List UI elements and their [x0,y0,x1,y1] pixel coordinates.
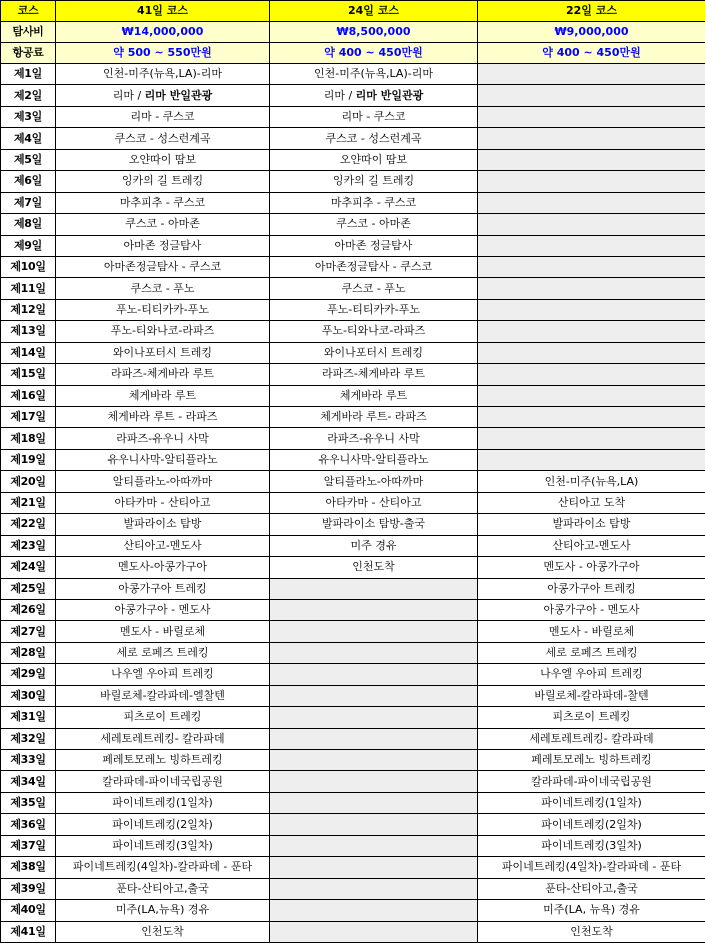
day-row [1,621,705,642]
day-41-cell: 파이네트레킹(1일차) [56,792,270,813]
day-24-cell: 리마 - 쿠스코 [270,106,478,127]
day-label: 제27일 [1,621,56,642]
day-24-cell [270,578,478,599]
day-24-cell: 쿠스코 - 성스런계곡 [270,128,478,149]
day-label: 제11일 [1,278,56,299]
course-label: 코스 [1,1,56,22]
day-label: 제38일 [1,857,56,878]
day-22-cell: 푼타-산티아고,출국 [478,878,705,899]
day-22-cell [478,299,705,320]
day-row [1,771,705,792]
day-row [1,149,705,170]
day-label: 제3일 [1,106,56,127]
day-22-cell: 페레토모레노 빙하트레킹 [478,750,705,771]
day-22-cell: 아콩가구아 - 멘도사 [478,599,705,620]
day-label: 제25일 [1,578,56,599]
day-24-cell [270,599,478,620]
day-row [1,128,705,149]
day-label: 제40일 [1,900,56,921]
day-24-cell: 라파즈-체게바라 루트 [270,364,478,385]
day-41-cell: 멘도사 - 바릴로체 [56,621,270,642]
airfare-24: 약 400 ~ 450만원 [270,43,478,64]
day-24-cell: 아마존정글탐사 - 쿠스코 [270,256,478,277]
day-41-cell: 리마 - 쿠스코 [56,106,270,127]
day-41-cell: 체게바라 루트 [56,385,270,406]
day-label: 제14일 [1,342,56,363]
day-22-cell: 바릴로체-칼라파데-찰텐 [478,685,705,706]
day-label: 제24일 [1,557,56,578]
day-41-cell: 라파즈-유우니 사막 [56,428,270,449]
day-22-cell: 세레토레트레킹- 칼라파데 [478,728,705,749]
day-label: 제9일 [1,235,56,256]
day-22-cell [478,64,705,85]
day-41-cell: 미주(LA,뉴욕) 경유 [56,900,270,921]
day-24-cell [270,750,478,771]
day-22-cell: 산티아고 도착 [478,492,705,513]
day-22-cell: 파이네트레킹(2일차) [478,814,705,835]
day-row [1,214,705,235]
day-41-cell: 바릴로체-칼라파데-엘찰텐 [56,685,270,706]
day-24-cell: 아타카마 - 산티아고 [270,492,478,513]
day-24-cell: 와이나포터시 트레킹 [270,342,478,363]
day-24-cell: 인천-미주(뉴욕,LA)-리마 [270,64,478,85]
day-row [1,814,705,835]
day-row [1,750,705,771]
day-24-cell [270,814,478,835]
day-24-cell: 유우니사막-알티플라노 [270,449,478,470]
itinerary-body [1,1,705,943]
day-label: 제37일 [1,835,56,856]
day-41-cell: 아마존정글탐사 - 쿠스코 [56,256,270,277]
day-22-cell: 미주(LA, 뉴욕) 경유 [478,900,705,921]
day-row [1,492,705,513]
day-22-cell [478,385,705,406]
day-24-cell: 라파즈-유우니 사막 [270,428,478,449]
day-row [1,407,705,428]
day-label: 제2일 [1,85,56,106]
day-row [1,235,705,256]
day-41-cell: 페레토모레노 빙하트레킹 [56,750,270,771]
day-row [1,85,705,106]
day-41-cell: 인천-미주(뉴욕,LA)-리마 [56,64,270,85]
day-24-cell: 오얀따이 땀보 [270,149,478,170]
day-24-cell: 인천도착 [270,557,478,578]
day-41-cell: 아콩가구아 트레킹 [56,578,270,599]
day-41-cell: 파이네트레킹(4일차)-칼라파데 - 푼타 [56,857,270,878]
price-24: ₩8,500,000 [270,22,478,43]
day-row [1,535,705,556]
day-24-cell: 푸노-티와나코-라파즈 [270,321,478,342]
day-22-cell: 파이네트레킹(3일차) [478,835,705,856]
day-22-cell [478,342,705,363]
day-41-cell: 피츠로이 트레킹 [56,707,270,728]
day-24-cell: 체게바라 루트 [270,385,478,406]
day-row [1,385,705,406]
day-41-cell: 쿠스코 - 아마존 [56,214,270,235]
day-label: 제31일 [1,707,56,728]
day-41-cell: 세로 로페즈 트레킹 [56,642,270,663]
day-label: 제13일 [1,321,56,342]
day-24-cell [270,878,478,899]
day-41-cell: 푸노-티와나코-라파즈 [56,321,270,342]
day-row [1,642,705,663]
airfare-row [1,43,705,64]
day-label: 제10일 [1,256,56,277]
day-label: 제18일 [1,428,56,449]
day-24-cell: 쿠스코 - 푸노 [270,278,478,299]
day-41-cell: 잉카의 길 트레킹 [56,171,270,192]
day-41-cell: 라파즈-체게바라 루트 [56,364,270,385]
day-22-cell [478,106,705,127]
day-row [1,364,705,385]
day-22-cell: 칼라파데-파이네국립공원 [478,771,705,792]
day-label: 제36일 [1,814,56,835]
day-41-cell: 쿠스코 - 성스런계곡 [56,128,270,149]
day-label: 제7일 [1,192,56,213]
day-row [1,878,705,899]
day-24-cell [270,85,478,106]
day-row [1,857,705,878]
day-22-cell: 산티아고-멘도사 [478,535,705,556]
day-row [1,428,705,449]
day-41-cell: 칼라파데-파이네국립공원 [56,771,270,792]
day-22-cell: 멘도사 - 아콩가구아 [478,557,705,578]
day-24-cell [270,642,478,663]
day-22-cell: 나우엘 우아피 트레킹 [478,664,705,685]
day-41-cell: 파이네트레킹(2일차) [56,814,270,835]
day-24-cell [270,771,478,792]
day-41-cell: 쿠스코 - 푸노 [56,278,270,299]
day-41-cell: 유우니사막-알티플라노 [56,449,270,470]
day-label: 제20일 [1,471,56,492]
day-24-cell [270,685,478,706]
day-24-cell [270,664,478,685]
day-label: 제41일 [1,921,56,942]
day-24-cell [270,707,478,728]
day-22-cell: 멘도사 - 바릴로체 [478,621,705,642]
day-41-cell: 파이네트레킹(3일차) [56,835,270,856]
day-41-cell: 알티플라노-아따까마 [56,471,270,492]
day-label: 제8일 [1,214,56,235]
day-22-cell [478,428,705,449]
day-row [1,278,705,299]
day-label: 제21일 [1,492,56,513]
day-row [1,900,705,921]
airfare-22: 약 400 ~ 450만원 [478,43,705,64]
day-24-cell: 잉카의 길 트레킹 [270,171,478,192]
day-22-cell: 피츠로이 트레킹 [478,707,705,728]
day-22-cell [478,214,705,235]
day-row [1,835,705,856]
day-22-cell: 인천도착 [478,921,705,942]
day-label: 제4일 [1,128,56,149]
course-22-header: 22일 코스 [478,1,705,22]
day-24-cell [270,621,478,642]
day-41-cell: 산티아고-멘도사 [56,535,270,556]
day-24-cell: 발파라이소 탐방-출국 [270,514,478,535]
day-22-cell [478,85,705,106]
day-row [1,342,705,363]
day-41-cell: 아콩가구아 - 멘도사 [56,599,270,620]
day-label: 제30일 [1,685,56,706]
day-22-cell [478,278,705,299]
day-41-part-a: 리마 / [113,89,145,102]
day-22-cell: 아콩가구아 트레킹 [478,578,705,599]
day-24-cell [270,857,478,878]
day-22-cell [478,364,705,385]
price-row [1,22,705,43]
day-row [1,471,705,492]
day-row [1,728,705,749]
day-24-cell: 알티플라노-아따까마 [270,471,478,492]
day-row [1,171,705,192]
day-41-cell: 나우엘 우아피 트레킹 [56,664,270,685]
day-row [1,792,705,813]
day-22-cell: 파이네트레킹(1일차) [478,792,705,813]
day-22-cell [478,149,705,170]
day-22-cell [478,449,705,470]
day-24-cell [270,921,478,942]
day-row [1,256,705,277]
day-22-cell [478,235,705,256]
day-22-cell [478,256,705,277]
day-label: 제1일 [1,64,56,85]
day-41-cell: 푸노-티티카카-푸노 [56,299,270,320]
day-24-cell [270,835,478,856]
day-label: 제26일 [1,599,56,620]
day-label: 제12일 [1,299,56,320]
day-41-cell: 발파라이소 탐방 [56,514,270,535]
day-22-cell: 파이네트레킹(4일차)-칼라파데 - 푼타 [478,857,705,878]
day-41-cell [56,85,270,106]
day-label: 제23일 [1,535,56,556]
day-row [1,299,705,320]
day-41-cell: 오얀따이 땀보 [56,149,270,170]
day-label: 제29일 [1,664,56,685]
day-24-cell: 마추피추 - 쿠스코 [270,192,478,213]
course-header-row [1,1,705,22]
day-22-cell: 발파라이소 탐방 [478,514,705,535]
day-41-cell: 푼타-산티아고,출국 [56,878,270,899]
day-label: 제15일 [1,364,56,385]
day-label: 제34일 [1,771,56,792]
day-24-cell: 미주 경유 [270,535,478,556]
day-41-cell: 마추피추 - 쿠스코 [56,192,270,213]
price-22: ₩9,000,000 [478,22,705,43]
day-41-cell: 인천도착 [56,921,270,942]
day-label: 제22일 [1,514,56,535]
day-row [1,578,705,599]
day-row [1,707,705,728]
day-24-cell [270,792,478,813]
airfare-41: 약 500 ~ 550만원 [56,43,270,64]
day-row [1,664,705,685]
day-row [1,921,705,942]
day-24-part-b: 리마 반일관광 [356,89,424,102]
day-22-cell [478,192,705,213]
day-label: 제33일 [1,750,56,771]
day-24-cell: 체게바라 루트- 라파즈 [270,407,478,428]
day-row [1,685,705,706]
day-row [1,64,705,85]
day-row [1,514,705,535]
day-22-cell [478,171,705,192]
day-row [1,106,705,127]
day-label: 제28일 [1,642,56,663]
price-label: 탐사비 [1,22,56,43]
day-label: 제32일 [1,728,56,749]
airfare-label: 항공료 [1,43,56,64]
day-41-cell: 아마존 정글탐사 [56,235,270,256]
day-41-part-b: 리마 반일관광 [145,89,213,102]
day-24-cell: 아마존 정글탐사 [270,235,478,256]
day-24-cell [270,900,478,921]
day-label: 제6일 [1,171,56,192]
day-24-cell: 쿠스코 - 아마존 [270,214,478,235]
day-22-cell [478,407,705,428]
day-row [1,192,705,213]
day-41-cell: 세레토레트레킹- 칼라파데 [56,728,270,749]
day-41-cell: 아타카마 - 산티아고 [56,492,270,513]
day-row [1,557,705,578]
day-41-cell: 와이나포터시 트레킹 [56,342,270,363]
day-24-part-a: 리마 / [324,89,356,102]
day-22-cell: 인천-미주(뉴욕,LA) [478,471,705,492]
day-22-cell [478,321,705,342]
day-24-cell: 푸노-티티카카-푸노 [270,299,478,320]
day-label: 제17일 [1,407,56,428]
day-22-cell [478,128,705,149]
day-label: 제35일 [1,792,56,813]
day-label: 제5일 [1,149,56,170]
course-41-header: 41일 코스 [56,1,270,22]
day-label: 제19일 [1,449,56,470]
day-41-cell: 체게바라 루트 - 라파즈 [56,407,270,428]
day-row [1,321,705,342]
day-label: 제39일 [1,878,56,899]
day-22-cell: 세로 로페즈 트레킹 [478,642,705,663]
day-24-cell [270,728,478,749]
day-row [1,449,705,470]
day-label: 제16일 [1,385,56,406]
price-41: ₩14,000,000 [56,22,270,43]
course-24-header: 24일 코스 [270,1,478,22]
day-41-cell: 멘도사-아콩가구아 [56,557,270,578]
day-row [1,599,705,620]
